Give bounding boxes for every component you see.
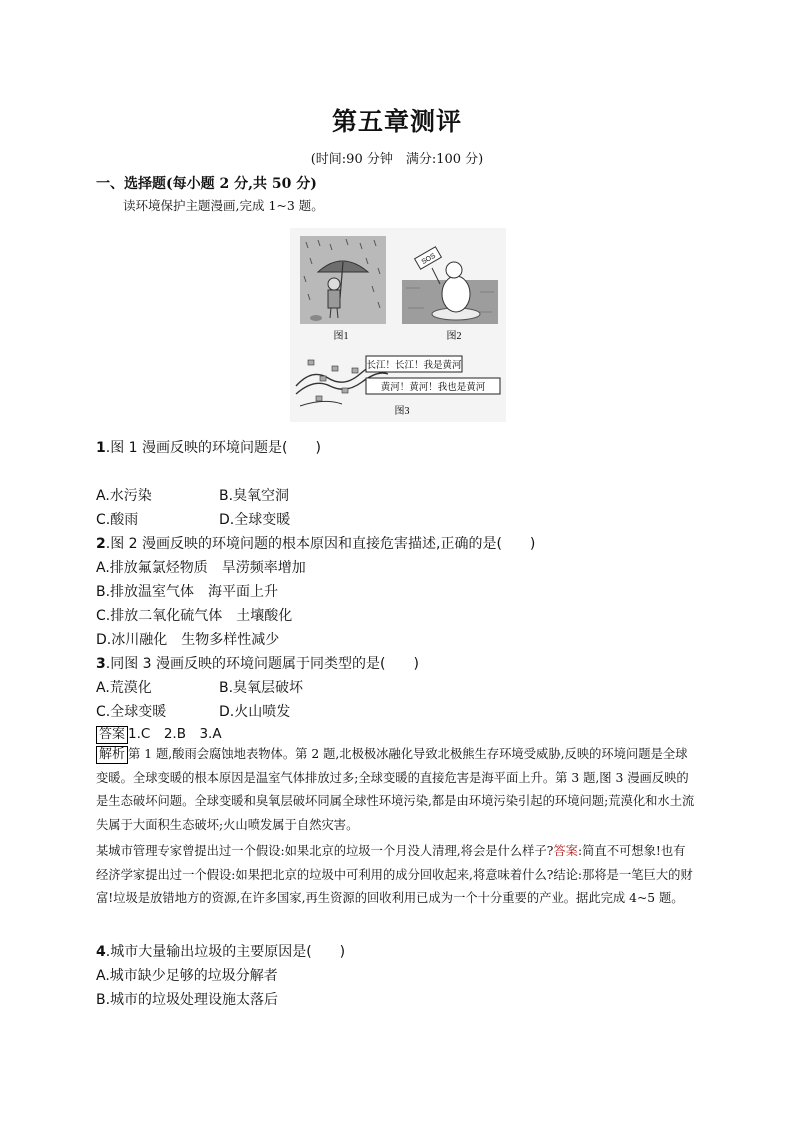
bubble-huanghe: 黄河！黄河！我也是黄河 bbox=[380, 382, 486, 393]
question-stem: .同图 3 漫画反映的环境问题属于同类型的是( ) bbox=[105, 656, 419, 672]
answer-tag: 答案 bbox=[96, 726, 128, 744]
answer-line bbox=[96, 722, 222, 744]
option-2c: C.排放二氧化硫气体 土壤酸化 bbox=[96, 608, 293, 624]
exam-info: (时间:90 分钟 满分:100 分) bbox=[310, 152, 484, 167]
answer-text: 1.C 2.B 3.A bbox=[128, 726, 222, 742]
figure-2-label: 图2 bbox=[446, 331, 462, 342]
option-3c: C.全球变暖 bbox=[96, 704, 167, 720]
question-stem: .城市大量输出垃圾的主要原因是( ) bbox=[105, 944, 346, 960]
question-2 bbox=[96, 533, 535, 553]
option-2d: D.冰川融化 生物多样性减少 bbox=[96, 632, 280, 648]
question-1 bbox=[96, 437, 321, 457]
question-number: 3 bbox=[96, 656, 106, 672]
option-3b: B.臭氧层破坏 bbox=[219, 680, 304, 696]
question-number: 2 bbox=[96, 536, 106, 552]
question-4 bbox=[96, 941, 345, 961]
intro-text: 读环境保护主题漫画,完成 1~3 题。 bbox=[123, 198, 324, 213]
question-stem: .图 1 漫画反映的环境问题是( ) bbox=[105, 440, 321, 456]
question-number: 4 bbox=[96, 944, 106, 960]
option-2b: B.排放温室气体 海平面上升 bbox=[96, 584, 279, 600]
question-3 bbox=[96, 653, 419, 673]
passage-highlight: 答案 bbox=[553, 844, 578, 858]
option-2a: A.排放氟氯烃物质 旱涝频率增加 bbox=[96, 560, 306, 576]
question-stem: .图 2 漫画反映的环境问题的根本原因和直接危害描述,正确的是( ) bbox=[105, 536, 536, 552]
figure-1-acid-rain bbox=[300, 236, 386, 324]
passage-text-cont: :简直不可想象!也有经济学家提出过一个假设:如果把北京的垃圾中可利用的成分回收起来,将意味着什么?结论:那将是一笔巨大的财富!垃圾是放错地方的资源,在许多国家,再生资源的回收利用已成为一个十分重要的产业。据此完成 4~5 题。 bbox=[96, 844, 693, 905]
analysis-text: 第 1 题,酸雨会腐蚀地表物体。第 2 题,北极极冰融化导致北极熊生存环境受威胁,反映的环境问题是全球变暖。全球变暖的根本原因是温室气体排放过多;全球变暖的直接危害是海平面上升。第 3 题,图 3 漫画反映的是生态破坏问题。全球变暖和臭氧层破坏同属全球性环境污染,都是由环境污染引起的环境问题;荒漠化和水土流失属于大面积生态破坏;火山喷发属于自然灾害。 bbox=[96, 747, 695, 832]
figure-3-label: 图3 bbox=[394, 406, 410, 417]
option-3a: A.荒漠化 bbox=[96, 680, 152, 696]
analysis-paragraph bbox=[96, 743, 696, 837]
option-1d: D.全球变暖 bbox=[219, 512, 291, 528]
option-1a: A.水污染 bbox=[96, 488, 152, 504]
option-1b: B.臭氧空洞 bbox=[219, 488, 290, 504]
option-1c: C.酸雨 bbox=[96, 512, 139, 528]
section-heading: 一、选择题(每小题 2 分,共 50 分) bbox=[96, 176, 317, 192]
figure-1-label: 图1 bbox=[333, 331, 349, 342]
reading-passage bbox=[96, 840, 696, 911]
sos-sign: SOS bbox=[420, 252, 437, 267]
passage-text: 某城市管理专家曾提出过一个假设:如果北京的垃圾一个月没人清理,将会是什么样子? bbox=[96, 844, 554, 858]
option-4b: B.城市的垃圾处理设施太落后 bbox=[96, 992, 279, 1008]
page-title: 第五章测评 bbox=[331, 107, 462, 136]
option-4a: A.城市缺少足够的垃圾分解者 bbox=[96, 968, 278, 984]
cartoon-figure bbox=[290, 228, 506, 422]
bubble-changjiang: 长江！长江！我是黄河 bbox=[366, 360, 462, 371]
question-number: 1 bbox=[96, 440, 106, 456]
analysis-tag: 解析 bbox=[96, 746, 128, 764]
option-3d: D.火山喷发 bbox=[219, 704, 291, 720]
